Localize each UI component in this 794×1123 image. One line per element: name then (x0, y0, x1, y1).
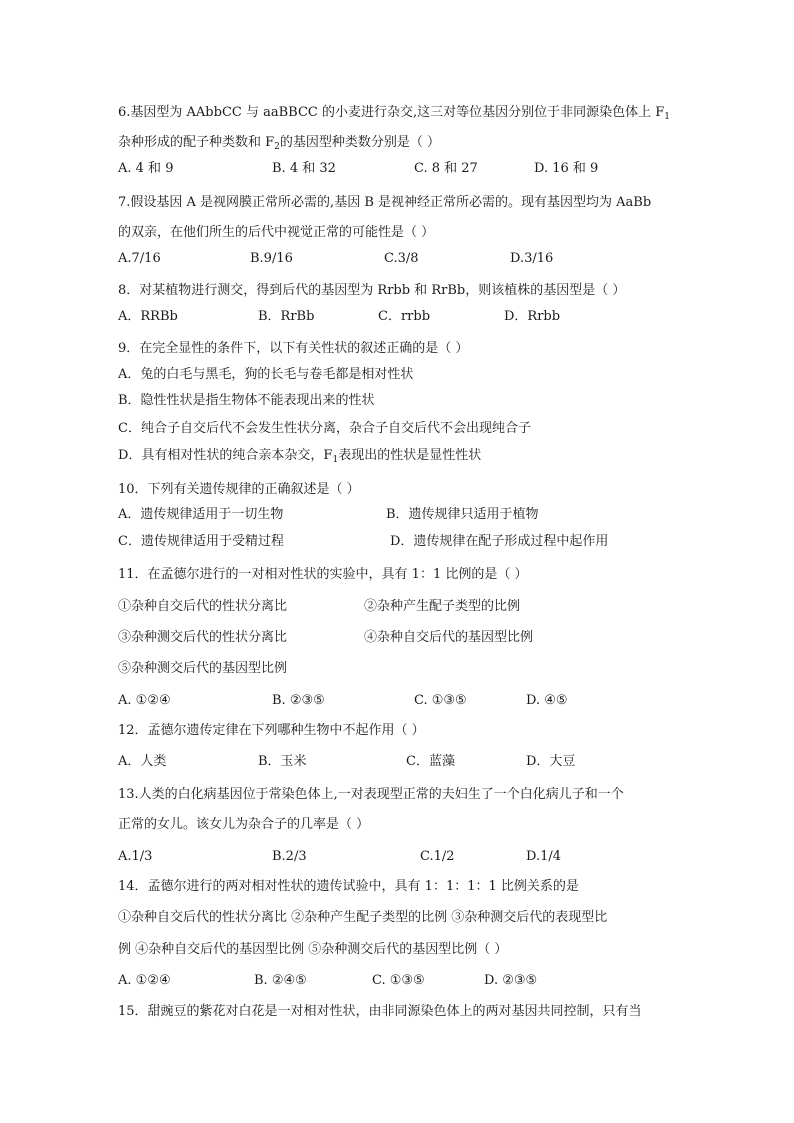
q6-option-d: D. 16 和 9 (534, 161, 599, 176)
q7-option-c: C.3/8 (384, 251, 419, 266)
q14-option-d: D. ②③⑤ (484, 973, 538, 988)
q6-option-b: B. 4 和 32 (272, 161, 336, 176)
q8-option-d: D．Rrbb (504, 309, 561, 324)
q12-option-d: D．大豆 (526, 754, 576, 769)
q15-stem-line1: 15．甜豌豆的紫花对白花是一对相对性状，由非同源染色体上的两对基因共同控制，只有当 (118, 1004, 642, 1019)
q10-option-a: A．遗传规律适用于一切生物 (118, 507, 284, 522)
q9-stem: 9．在完全显性的条件下，以下有关性状的叙述正确的是（ ） (118, 341, 469, 356)
q14-stem-line1: 14．孟德尔进行的两对相对性状的遗传试验中，具有 1：1：1：1 比例关系的是 (118, 879, 579, 894)
q12-stem: 12．孟德尔遗传定律在下列哪种生物中不起作用（ ） (118, 723, 425, 738)
q8-stem: 8．对某植物进行测交，得到后代的基因型为 Rrbb 和 RrBb，则该植株的基因型是（ ） (118, 283, 626, 298)
q14-stem-line3: 例 ④杂种自交后代的基因型比例 ⑤杂种测交后代的基因型比例（ ） (118, 942, 508, 957)
q7-stem-line2: 的双亲，在他们所生的后代中视觉正常的可能性是（ ） (118, 225, 435, 240)
q11-item-3: ③杂种测交后代的性状分离比 (118, 630, 288, 645)
q11-item-1: ①杂种自交后代的性状分离比 (118, 599, 288, 614)
q11-item-5: ⑤杂种测交后代的基因型比例 (118, 661, 288, 676)
q11-option-d: D. ④⑤ (526, 693, 568, 708)
q11-option-c: C. ①③⑤ (414, 693, 467, 708)
q14-option-b: B. ②④⑤ (254, 973, 307, 988)
q13-option-a: A.1/3 (118, 849, 153, 864)
q6-stem-line2: 杂种形成的配子种类数和 $F_2$的基因型种类数分别是（ ） (118, 135, 441, 152)
q12-option-b: B．玉米 (258, 754, 307, 769)
q9-option-b: B．隐性性状是指生物体不能表现出来的性状 (118, 393, 375, 408)
q13-option-c: C.1/2 (420, 849, 455, 864)
q13-option-b: B.2/3 (272, 849, 307, 864)
q10-stem: 10．下列有关遗传规律的正确叙述是（ ） (118, 482, 360, 497)
q9-option-c: C．纯合子自交后代不会发生性状分离，杂合子自交后代不会出现纯合子 (118, 421, 531, 436)
q12-option-a: A．人类 (118, 754, 167, 769)
q13-stem-line2: 正常的女儿。该女儿为杂合子的几率是（ ） (118, 817, 370, 832)
q11-stem: 11．在孟德尔进行的一对相对性状的实验中，具有 1：1 比例的是（ ） (118, 567, 528, 582)
q14-option-c: C. ①③⑤ (372, 973, 425, 988)
q11-item-2: ②杂种产生配子类型的比例 (364, 599, 521, 614)
q12-option-c: C．蓝藻 (406, 754, 455, 769)
q14-stem-line2: ①杂种自交后代的性状分离比 ②杂种产生配子类型的比例 ③杂种测交后代的表现型比 (118, 910, 608, 925)
q8-option-c: C．rrbb (378, 309, 431, 324)
q14-option-a: A. ①②④ (118, 973, 171, 988)
q6-option-a: A. 4 和 9 (118, 161, 174, 176)
q7-option-b: B.9/16 (250, 251, 293, 266)
q11-item-4: ④杂种自交后代的基因型比例 (364, 630, 534, 645)
q13-stem-line1: 13.人类的白化病基因位于常染色体上,一对表现型正常的夫妇生了一个白化病儿子和一个 (118, 787, 624, 802)
q11-option-a: A. ①②④ (118, 693, 171, 708)
q11-option-b: B. ②③⑤ (272, 693, 325, 708)
q7-option-a: A.7/16 (118, 251, 161, 266)
q9-option-a: A．兔的白毛与黑毛，狗的长毛与卷毛都是相对性状 (118, 367, 414, 382)
q7-stem-line1: 7.假设基因 A 是视网膜正常所必需的,基因 B 是视神经正常所必需的。现有基因型均为 AaBb (118, 195, 652, 210)
q7-option-d: D.3/16 (510, 251, 554, 266)
q10-option-c: C．遗传规律适用于受精过程 (118, 534, 284, 549)
q8-option-a: A．RRBb (118, 309, 178, 324)
q13-option-d: D.1/4 (526, 849, 562, 864)
q6-option-c: C. 8 和 27 (414, 161, 478, 176)
q10-option-b: B．遗传规律只适用于植物 (386, 507, 539, 522)
q9-option-d: D．具有相对性状的纯合亲本杂交，$F_1$表现出的性状是显性性状 (118, 448, 482, 465)
q8-option-b: B．RrBb (258, 309, 315, 324)
q10-option-d: D．遗传规律在配子形成过程中起作用 (390, 534, 609, 549)
q6-stem-line1: 6.基因型为 AAbbCC 与 aaBBCC 的小麦进行杂交,这三对等位基因分别位于非同源染色体上 $F_1$ (118, 105, 671, 122)
